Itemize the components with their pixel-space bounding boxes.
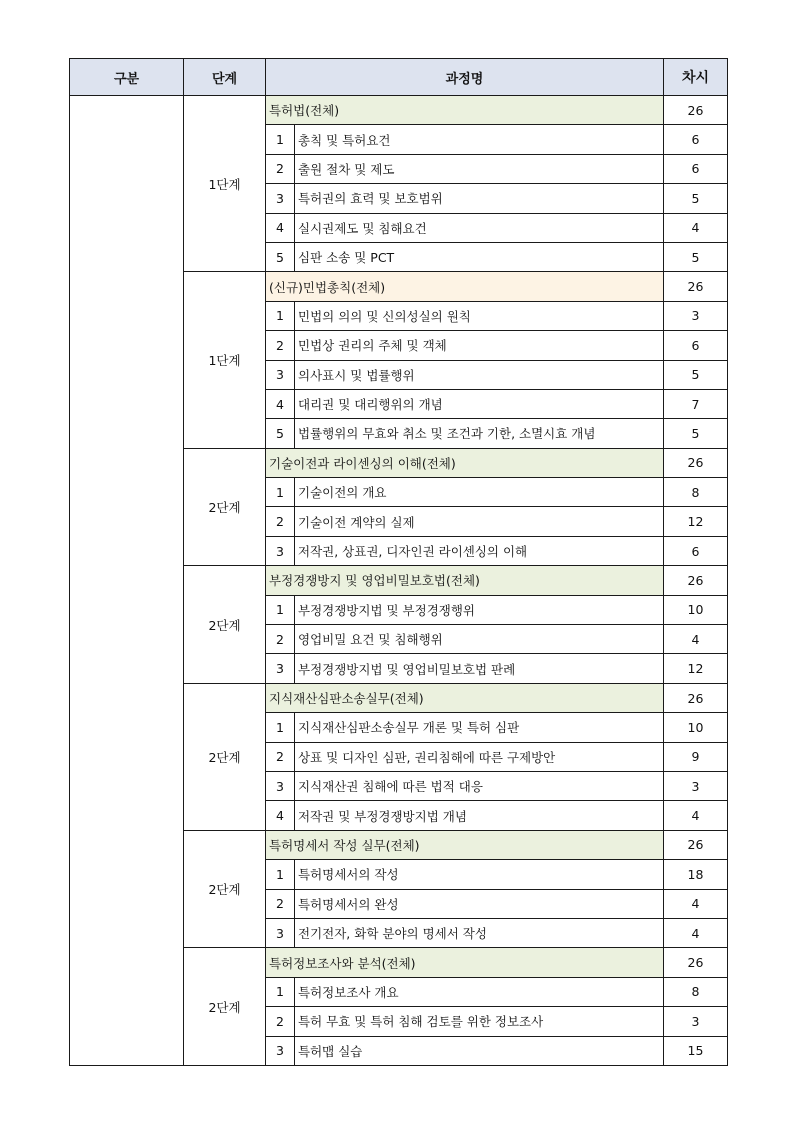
stage-cell: 1단계 xyxy=(184,96,266,272)
module-sessions: 5 xyxy=(664,242,728,271)
module-sessions: 10 xyxy=(664,595,728,624)
module-name: 총칙 및 특허요건 xyxy=(295,125,664,154)
module-number: 3 xyxy=(266,654,295,683)
module-name: 저작권, 상표권, 디자인권 라이센싱의 이해 xyxy=(295,536,664,565)
course-total-sessions: 26 xyxy=(664,448,728,477)
header-category: 구분 xyxy=(70,59,184,96)
module-sessions: 4 xyxy=(664,889,728,918)
course-total-sessions: 26 xyxy=(664,96,728,125)
module-sessions: 6 xyxy=(664,125,728,154)
course-title: 특허정보조사와 분석(전체) xyxy=(266,948,664,977)
module-name: 부정경쟁방지법 및 부정경쟁행위 xyxy=(295,595,664,624)
module-name: 상표 및 디자인 심판, 권리침해에 따른 구제방안 xyxy=(295,742,664,771)
module-sessions: 5 xyxy=(664,184,728,213)
stage-cell: 2단계 xyxy=(184,448,266,566)
course-total-sessions: 26 xyxy=(664,948,728,977)
module-sessions: 12 xyxy=(664,507,728,536)
module-name: 기술이전의 개요 xyxy=(295,478,664,507)
course-title: 지식재산심판소송실무(전체) xyxy=(266,683,664,712)
module-number: 1 xyxy=(266,713,295,742)
module-number: 1 xyxy=(266,977,295,1006)
header-course: 과정명 xyxy=(266,59,664,96)
module-name: 저작권 및 부정경쟁방지법 개념 xyxy=(295,801,664,830)
module-number: 3 xyxy=(266,184,295,213)
module-sessions: 8 xyxy=(664,977,728,1006)
module-name: 대리권 및 대리행위의 개념 xyxy=(295,389,664,418)
module-number: 2 xyxy=(266,889,295,918)
stage-cell: 2단계 xyxy=(184,566,266,684)
module-number: 5 xyxy=(266,242,295,271)
course-total-sessions: 26 xyxy=(664,830,728,859)
module-sessions: 15 xyxy=(664,1036,728,1065)
module-sessions: 7 xyxy=(664,389,728,418)
module-sessions: 5 xyxy=(664,419,728,448)
module-name: 특허권의 효력 및 보호범위 xyxy=(295,184,664,213)
module-name: 지식재산권 침해에 따른 법적 대응 xyxy=(295,771,664,800)
module-number: 3 xyxy=(266,360,295,389)
module-number: 3 xyxy=(266,536,295,565)
module-number: 4 xyxy=(266,213,295,242)
module-name: 부정경쟁방지법 및 영업비밀보호법 판례 xyxy=(295,654,664,683)
module-number: 2 xyxy=(266,625,295,654)
module-number: 2 xyxy=(266,507,295,536)
course-title: 기술이전과 라이센싱의 이해(전체) xyxy=(266,448,664,477)
module-name: 특허맵 실습 xyxy=(295,1036,664,1065)
curriculum-table xyxy=(69,58,728,1066)
module-sessions: 6 xyxy=(664,536,728,565)
module-sessions: 18 xyxy=(664,860,728,889)
module-name: 심판 소송 및 PCT xyxy=(295,242,664,271)
module-sessions: 10 xyxy=(664,713,728,742)
course-total-sessions: 26 xyxy=(664,272,728,301)
module-name: 특허 무효 및 특허 침해 검토를 위한 정보조사 xyxy=(295,1007,664,1036)
module-sessions: 9 xyxy=(664,742,728,771)
category-cell xyxy=(70,96,184,1066)
module-number: 4 xyxy=(266,801,295,830)
module-name: 특허명세서의 작성 xyxy=(295,860,664,889)
module-number: 1 xyxy=(266,301,295,330)
module-sessions: 4 xyxy=(664,801,728,830)
module-number: 5 xyxy=(266,419,295,448)
module-number: 3 xyxy=(266,1036,295,1065)
course-title: (신규)민법총칙(전체) xyxy=(266,272,664,301)
module-name: 출원 절차 및 제도 xyxy=(295,154,664,183)
module-name: 민법상 권리의 주체 및 객체 xyxy=(295,331,664,360)
header-row xyxy=(70,59,728,96)
module-sessions: 6 xyxy=(664,331,728,360)
course-title: 부정경쟁방지 및 영업비밀보호법(전체) xyxy=(266,566,664,595)
module-sessions: 3 xyxy=(664,1007,728,1036)
course-total-sessions: 26 xyxy=(664,683,728,712)
module-name: 특허명세서의 완성 xyxy=(295,889,664,918)
module-sessions: 8 xyxy=(664,478,728,507)
module-sessions: 3 xyxy=(664,771,728,800)
module-name: 법률행위의 무효와 취소 및 조건과 기한, 소멸시효 개념 xyxy=(295,419,664,448)
module-number: 3 xyxy=(266,771,295,800)
table-body xyxy=(70,96,728,1066)
module-number: 1 xyxy=(266,478,295,507)
module-number: 3 xyxy=(266,918,295,947)
module-name: 기술이전 계약의 실제 xyxy=(295,507,664,536)
stage-cell: 2단계 xyxy=(184,683,266,830)
module-sessions: 4 xyxy=(664,918,728,947)
module-number: 1 xyxy=(266,860,295,889)
course-total-sessions: 26 xyxy=(664,566,728,595)
stage-cell: 2단계 xyxy=(184,830,266,948)
header-stage: 단계 xyxy=(184,59,266,96)
module-name: 특허정보조사 개요 xyxy=(295,977,664,1006)
module-number: 2 xyxy=(266,1007,295,1036)
module-sessions: 12 xyxy=(664,654,728,683)
course-row xyxy=(70,96,728,125)
module-number: 2 xyxy=(266,742,295,771)
stage-cell: 2단계 xyxy=(184,948,266,1066)
module-sessions: 3 xyxy=(664,301,728,330)
module-number: 1 xyxy=(266,595,295,624)
module-name: 영업비밀 요건 및 침해행위 xyxy=(295,625,664,654)
module-name: 전기전자, 화학 분야의 명세서 작성 xyxy=(295,918,664,947)
module-sessions: 4 xyxy=(664,213,728,242)
module-number: 2 xyxy=(266,154,295,183)
module-name: 민법의 의의 및 신의성실의 원칙 xyxy=(295,301,664,330)
header-sessions: 차시 xyxy=(664,59,728,96)
module-name: 의사표시 및 법률행위 xyxy=(295,360,664,389)
course-title: 특허법(전체) xyxy=(266,96,664,125)
stage-cell: 1단계 xyxy=(184,272,266,448)
module-name: 실시권제도 및 침해요건 xyxy=(295,213,664,242)
module-sessions: 6 xyxy=(664,154,728,183)
module-number: 1 xyxy=(266,125,295,154)
module-sessions: 5 xyxy=(664,360,728,389)
course-title: 특허명세서 작성 실무(전체) xyxy=(266,830,664,859)
module-number: 2 xyxy=(266,331,295,360)
module-sessions: 4 xyxy=(664,625,728,654)
module-number: 4 xyxy=(266,389,295,418)
module-name: 지식재산심판소송실무 개론 및 특허 심판 xyxy=(295,713,664,742)
